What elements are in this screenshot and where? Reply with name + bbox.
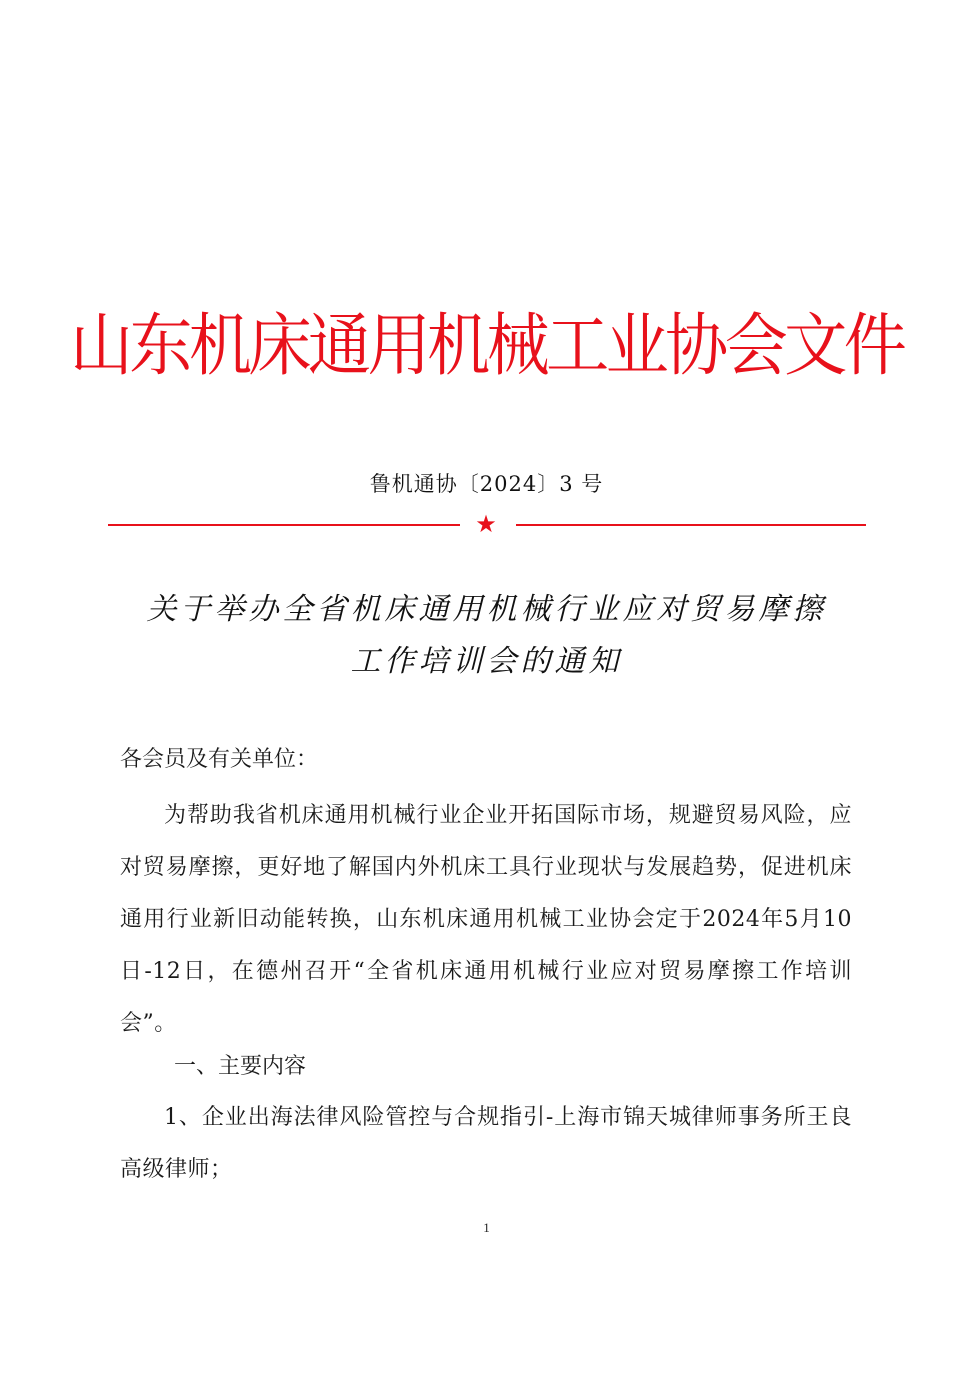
notice-title-line-1: 关于举办全省机床通用机械行业应对贸易摩擦 bbox=[146, 592, 827, 627]
document-number: 鲁机通协〔2024〕3 号 bbox=[369, 472, 604, 496]
notice-title-line-2: 工作培训会的通知 bbox=[350, 644, 623, 679]
salutation: 各会员及有关单位： bbox=[120, 747, 319, 772]
star-icon: ★ bbox=[475, 510, 497, 538]
red-divider-right bbox=[516, 524, 866, 526]
page-number: 1 bbox=[483, 1220, 490, 1235]
masthead-title: 山东机床通用机械工业协会文件 bbox=[69, 307, 904, 386]
content-item-1: 1、企业出海法律风险管控与合规指引-上海市锦天城律师事务所王良高级律师； bbox=[120, 1105, 852, 1182]
intro-paragraph: 为帮助我省机床通用机械行业企业开拓国际市场，规避贸易风险，应对贸易摩擦，更好地了解国内外机床工具行业现状与发展趋势，促进机床通用行业新旧动能转换，山东机床通用机械工业协会定于2024年5月10日-12日，在德州召开“全省机床通用机械行业应对贸易摩擦工作培训会”。 bbox=[120, 803, 852, 1036]
red-divider-left bbox=[108, 524, 460, 526]
section-heading-main-content: 一、主要内容 bbox=[174, 1054, 307, 1079]
